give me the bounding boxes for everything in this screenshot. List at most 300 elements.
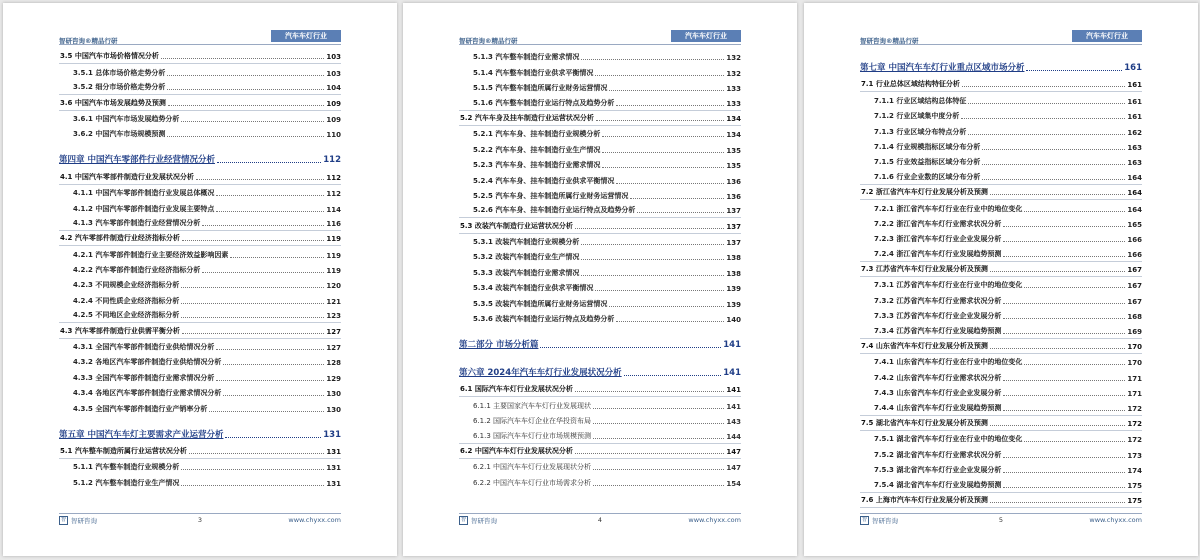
toc-entry[interactable] (860, 185, 1142, 200)
toc-entry[interactable] (860, 400, 1142, 415)
toc-entry[interactable] (459, 49, 741, 64)
toc-leader-dots (202, 225, 324, 226)
toc-entry-page: 167 (1127, 297, 1142, 306)
toc-leader-dots (982, 149, 1125, 150)
toc-entry[interactable] (860, 292, 1142, 307)
toc-entry-page: 131 (323, 429, 341, 440)
toc-entry-page: 103 (326, 69, 341, 78)
toc-entry[interactable] (860, 277, 1142, 292)
toc-entry[interactable] (459, 413, 741, 428)
toc-entry[interactable] (59, 95, 341, 110)
toc-entry-title: 7.3.2 江苏省汽车车灯行业需求状况分析 (874, 296, 1002, 305)
toc-entry[interactable] (59, 185, 341, 200)
toc-leader-dots (990, 348, 1126, 349)
toc-entry-title: 6.2.2 中国汽车车灯行业市场需求分析 (473, 478, 592, 487)
toc-leader-dots (581, 275, 724, 276)
toc-entry[interactable] (860, 354, 1142, 369)
toc-entry[interactable] (860, 123, 1142, 138)
toc-entry[interactable] (59, 49, 341, 64)
toc-entry-page: 131 (326, 479, 341, 488)
toc-entry[interactable] (459, 218, 741, 233)
toc-leader-dots (1003, 472, 1125, 473)
toc-entry[interactable] (860, 154, 1142, 169)
toc-entry-page: 134 (726, 114, 741, 123)
toc-entry-page: 170 (1127, 343, 1142, 352)
toc-entry[interactable] (459, 234, 741, 249)
toc-entry[interactable] (459, 157, 741, 172)
toc-leader-dots (581, 244, 724, 245)
toc-entry[interactable] (860, 385, 1142, 400)
toc-entry-page: 163 (1127, 159, 1142, 168)
toc-entry[interactable] (59, 126, 341, 141)
toc-entry[interactable] (459, 188, 741, 203)
toc-entry-title: 7.2.4 浙江省汽车车灯行业发展趋势预测 (874, 249, 1002, 258)
toc-leader-dots (616, 105, 724, 106)
toc-leader-dots (1003, 457, 1125, 458)
toc-entry-page: 147 (726, 447, 741, 456)
toc-entry[interactable] (59, 200, 341, 215)
toc-leader-dots (167, 136, 324, 137)
toc-entry[interactable] (459, 397, 741, 412)
toc-entry[interactable] (59, 308, 341, 323)
toc-entry[interactable] (860, 493, 1142, 508)
toc-leader-dots (982, 179, 1125, 180)
toc-entry[interactable] (860, 339, 1142, 354)
toc-entry[interactable] (59, 385, 341, 400)
toc-entry[interactable] (59, 262, 341, 277)
toc-entry-page: 131 (326, 447, 341, 456)
toc-leader-dots (609, 306, 724, 307)
toc-leader-dots (990, 502, 1126, 503)
toc-leader-dots (230, 257, 324, 258)
toc-leader-dots (575, 391, 725, 392)
toc-entry[interactable] (860, 92, 1142, 107)
toc-entry[interactable] (59, 474, 341, 489)
toc-leader-dots (181, 121, 324, 122)
toc-entry-page: 119 (326, 267, 341, 276)
toc-chapter-entry[interactable] (59, 416, 341, 444)
toc-entry-page: 132 (726, 69, 741, 78)
header-divider (860, 44, 1142, 45)
toc-leader-dots (216, 380, 324, 381)
toc-entry-title: 4.1 中国汽车零部件制造行业发展状况分析 (60, 172, 194, 181)
toc-entry[interactable] (860, 416, 1142, 431)
toc-leader-dots (961, 118, 1125, 119)
toc-leader-dots (1003, 410, 1125, 411)
toc-entry[interactable] (59, 292, 341, 307)
toc-entry-title: 4.2.3 不同规模企业经济指标分析 (73, 281, 180, 290)
toc-entry[interactable] (459, 280, 741, 295)
toc-entry[interactable] (459, 459, 741, 474)
toc-entry[interactable] (459, 111, 741, 126)
toc-entry-page: 112 (326, 173, 341, 182)
toc-entry[interactable] (59, 277, 341, 292)
toc-entry-page: 167 (1127, 266, 1142, 275)
header-brand: 智研咨询®精品行研 (59, 37, 118, 45)
toc-chapter-entry[interactable] (59, 141, 341, 169)
toc-leader-dots (1003, 333, 1125, 334)
brand-logo-icon: 智 (460, 517, 466, 523)
toc-entry[interactable] (59, 444, 341, 459)
toc-entry[interactable] (59, 400, 341, 415)
toc-entry-page: 175 (1127, 481, 1142, 490)
toc-entry-title: 5.3.1 改装汽车制造行业规模分析 (473, 238, 580, 247)
toc-entry-page: 162 (1127, 128, 1142, 137)
toc-entry-page: 130 (326, 390, 341, 399)
toc-entry[interactable] (59, 246, 341, 261)
toc-entry-title: 7.2.2 浙江省汽车车灯行业需求状况分析 (874, 219, 1002, 228)
toc-entry[interactable] (459, 382, 741, 397)
toc-leader-dots (637, 212, 724, 213)
toc-entry-title: 5.3 改装汽车制造行业运营状况分析 (460, 221, 573, 230)
toc-entry-title: 5.1 汽车整车制造所属行业运营状况分析 (60, 446, 187, 455)
toc-entry-title: 7.1.1 行业区域结构总体特征 (874, 96, 967, 105)
toc-entry-title: 3.5.1 总体市场价格走势分析 (73, 68, 166, 77)
toc-leader-dots (593, 423, 724, 424)
toc-entry-page: 172 (1127, 436, 1142, 445)
toc-leader-dots (182, 333, 325, 334)
toc-entry-title: 4.1.2 中国汽车零部件制造行业发展主要特点 (73, 204, 215, 213)
toc-entry-title: 5.2.1 汽车车身、挂车制造行业规模分析 (473, 130, 601, 139)
toc-entry-page: 166 (1127, 250, 1142, 259)
toc-entry-page: 172 (1127, 404, 1142, 413)
toc-entry-title: 4.2.1 汽车零部件制造行业主要经济效益影响因素 (73, 250, 229, 259)
page-number: 4 (597, 516, 603, 524)
toc-entry-page: 112 (323, 155, 341, 166)
header-brand: 智研咨询®精品行研 (860, 37, 919, 45)
toc-leader-dots (1003, 395, 1125, 396)
toc-leader-dots (616, 183, 724, 184)
toc-leader-dots (161, 58, 325, 59)
toc-entry[interactable] (59, 169, 341, 184)
toc-entry-title: 4.3.4 各地区汽车零部件制造行业需求情况分析 (73, 389, 222, 398)
toc-entry-title: 4.3.1 全国汽车零部件制造行业供给情况分析 (73, 343, 215, 352)
toc-entry-page: 161 (1127, 113, 1142, 122)
toc-entry[interactable] (459, 95, 741, 110)
toc-leader-dots (593, 485, 724, 486)
toc-entry[interactable] (860, 231, 1142, 246)
document-page-1 (3, 3, 397, 556)
toc-entry[interactable] (860, 308, 1142, 323)
toc-entry[interactable] (860, 77, 1142, 92)
toc-entry-page: 103 (326, 53, 341, 62)
header-industry-tab: 汽车车灯行业 (671, 30, 741, 42)
toc-leader-dots (630, 198, 724, 199)
toc-entry-page: 135 (726, 162, 741, 171)
toc-chapter-entry[interactable] (459, 354, 741, 382)
toc-leader-dots (1026, 70, 1122, 71)
toc-leader-dots (962, 86, 1126, 87)
toc-entry-page: 147 (726, 464, 741, 473)
toc-chapter-entry[interactable] (459, 326, 741, 354)
toc-leader-dots (223, 364, 324, 365)
toc-entry-page: 171 (1127, 390, 1142, 399)
toc-entry-page: 121 (326, 297, 341, 306)
footer-site: www.chyxx.com (1089, 516, 1142, 524)
toc-entry-title: 5.2.5 汽车车身、挂车制造所属行业财务运营情况 (473, 191, 629, 200)
toc-leader-dots (1024, 211, 1125, 212)
toc-leader-dots (202, 272, 324, 273)
toc-entry-page: 143 (726, 418, 741, 427)
toc-entry-page: 161 (1127, 97, 1142, 106)
toc-leader-dots (968, 134, 1125, 135)
toc-entry[interactable] (459, 64, 741, 79)
toc-entry-title: 第二部分 市场分析篇 (459, 340, 539, 351)
toc-leader-dots (990, 425, 1126, 426)
toc-entry[interactable] (459, 172, 741, 187)
toc-entry-title: 5.3.5 改装汽车制造所属行业财务运营情况 (473, 299, 608, 308)
toc-entry-page: 109 (326, 99, 341, 108)
toc-entry-page: 139 (726, 285, 741, 294)
toc-entry-title: 4.3.2 各地区汽车零部件制造行业供给情况分析 (73, 358, 222, 367)
toc-entry-page: 170 (1127, 359, 1142, 368)
toc-entry-title: 5.2.2 汽车车身、挂车制造行业生产情况 (473, 145, 601, 154)
toc-entry-title: 6.1 国际汽车车灯行业发展状况分析 (460, 385, 573, 394)
toc-entry-title: 7.4.4 山东省汽车车灯行业发展趋势预测 (874, 403, 1002, 412)
toc-entry-title: 5.1.4 汽车整车制造行业供求平衡情况 (473, 68, 594, 77)
toc-entry-title: 4.2.2 汽车零部件制造行业经济指标分析 (73, 266, 201, 275)
toc-entry[interactable] (860, 139, 1142, 154)
toc-entry-title: 5.1.2 汽车整车制造行业生产情况 (73, 478, 180, 487)
toc-entry-title: 6.1.2 国际汽车车灯企业在华投资布局 (473, 417, 592, 426)
toc-leader-dots (217, 162, 321, 163)
toc-entry[interactable] (59, 459, 341, 474)
toc-leader-dots (1003, 241, 1125, 242)
toc-entry[interactable] (860, 477, 1142, 492)
toc-leader-dots (1003, 226, 1125, 227)
toc-entry-page: 141 (726, 402, 741, 411)
footer-divider (59, 513, 341, 514)
toc-entry-title: 7.2.1 浙江省汽车车灯行业在行业中的地位变化 (874, 204, 1023, 213)
footer-site: www.chyxx.com (288, 516, 341, 524)
toc-entry[interactable] (860, 246, 1142, 261)
header-brand: 智研咨询®精品行研 (459, 37, 518, 45)
toc-leader-dots (209, 411, 324, 412)
document-page-2 (403, 3, 797, 556)
toc-entry-page: 136 (726, 177, 741, 186)
toc-leader-dots (624, 375, 722, 376)
toc-entry-title: 7.1.5 行业效益指标区域分布分析 (874, 158, 981, 167)
toc-entry-title: 4.3.3 全国汽车零部件制造行业需求情况分析 (73, 373, 215, 382)
toc-entry-page: 133 (726, 99, 741, 108)
toc-entry-title: 7.4.2 山东省汽车车灯行业需求状况分析 (874, 373, 1002, 382)
toc-leader-dots (593, 469, 724, 470)
toc-entry-page: 109 (326, 115, 341, 124)
toc-entry-title: 7.4.1 山东省汽车车灯行业在行业中的地位变化 (874, 358, 1023, 367)
toc-entry-page: 139 (726, 300, 741, 309)
toc-entry[interactable] (459, 474, 741, 489)
brand-logo-icon: 智 (60, 517, 66, 523)
toc-entry-page: 164 (1127, 205, 1142, 214)
toc-entry[interactable] (459, 203, 741, 218)
page-number: 3 (197, 516, 203, 524)
toc-leader-dots (182, 240, 325, 241)
toc-entry-page: 104 (326, 84, 341, 93)
toc-entry[interactable] (459, 264, 741, 279)
toc-entry-title: 5.3.3 改装汽车制造行业需求情况 (473, 268, 580, 277)
toc-entry[interactable] (59, 369, 341, 384)
toc-entry[interactable] (860, 262, 1142, 277)
toc-entry-page: 173 (1127, 451, 1142, 460)
toc-entry-title: 7.1 行业总体区域结构特征分析 (861, 80, 960, 89)
toc-entry[interactable] (59, 111, 341, 126)
toc-leader-dots (968, 103, 1125, 104)
toc-entry[interactable] (59, 216, 341, 231)
toc-entry-page: 129 (326, 374, 341, 383)
toc-entry-title: 6.1.1 主要国家汽车车灯行业发展现状 (473, 401, 592, 410)
toc-entry[interactable] (860, 446, 1142, 461)
toc-leader-dots (982, 164, 1125, 165)
toc-entry-title: 4.2.5 不同地区企业经济指标分析 (73, 311, 180, 320)
toc-entry-title: 7.5.2 湖北省汽车车灯行业需求状况分析 (874, 450, 1002, 459)
toc-entry-page: 119 (326, 235, 341, 244)
footer-divider (459, 513, 741, 514)
toc-entry-page: 161 (1127, 81, 1142, 90)
toc-entry[interactable] (860, 369, 1142, 384)
toc-entry-page: 167 (1127, 282, 1142, 291)
toc-entry[interactable] (860, 108, 1142, 123)
toc-leader-dots (990, 194, 1126, 195)
table-of-contents (860, 49, 1142, 508)
toc-leader-dots (602, 152, 724, 153)
toc-chapter-entry[interactable] (860, 49, 1142, 77)
toc-entry-title: 5.2.3 汽车车身、挂车制造行业需求情况 (473, 161, 601, 170)
toc-entry-page: 174 (1127, 467, 1142, 476)
toc-leader-dots (596, 120, 725, 121)
toc-entry-page: 138 (726, 269, 741, 278)
toc-entry[interactable] (860, 431, 1142, 446)
toc-leader-dots (167, 75, 324, 76)
toc-entry-title: 7.6 上海市汽车车灯行业发展分析及预测 (861, 495, 988, 504)
toc-entry[interactable] (860, 216, 1142, 231)
toc-entry-page: 112 (326, 190, 341, 199)
toc-leader-dots (216, 195, 324, 196)
toc-leader-dots (225, 437, 321, 438)
toc-entry-title: 7.1.4 行业规模指标区域分布分析 (874, 142, 981, 151)
toc-entry-page: 172 (1127, 419, 1142, 428)
toc-leader-dots (602, 167, 724, 168)
toc-entry-title: 7.4.3 山东省汽车车灯行业企业发展分析 (874, 389, 1002, 398)
toc-entry-title: 第七章 中国汽车车灯行业重点区域市场分析 (860, 63, 1025, 73)
toc-leader-dots (1024, 364, 1125, 365)
toc-entry-title: 5.2 汽车车身及挂车制造行业运营状况分析 (460, 113, 594, 122)
toc-leader-dots (167, 89, 324, 90)
toc-entry-title: 4.3.5 全国汽车零部件制造行业产销率分析 (73, 404, 208, 413)
toc-entry[interactable] (459, 141, 741, 156)
toc-leader-dots (593, 408, 724, 409)
toc-entry[interactable] (59, 231, 341, 246)
toc-entry[interactable] (459, 295, 741, 310)
toc-leader-dots (616, 321, 724, 322)
toc-entry-title: 3.6.1 中国汽车市场发展趋势分析 (73, 114, 180, 123)
toc-entry-page: 164 (1127, 189, 1142, 198)
toc-leader-dots (1003, 380, 1125, 381)
table-of-contents (59, 49, 341, 490)
toc-entry[interactable] (860, 169, 1142, 184)
toc-entry[interactable] (459, 126, 741, 141)
toc-entry-title: 4.2 汽车零部件制造行业经济指标分析 (60, 234, 180, 243)
toc-leader-dots (540, 347, 721, 348)
toc-leader-dots (609, 90, 724, 91)
toc-entry-page: 166 (1127, 236, 1142, 245)
toc-leader-dots (168, 105, 325, 106)
footer-brand-text: 智研咨询 (872, 517, 898, 525)
toc-leader-dots (602, 136, 724, 137)
toc-entry-title: 3.6.2 中国汽车市场规模预测 (73, 130, 166, 139)
toc-entry-page: 135 (726, 146, 741, 155)
toc-entry-page: 137 (726, 222, 741, 231)
toc-entry[interactable] (59, 323, 341, 338)
toc-entry-title: 7.2 浙江省汽车车灯行业发展分析及预测 (861, 188, 988, 197)
toc-entry[interactable] (459, 444, 741, 459)
toc-leader-dots (581, 59, 724, 60)
toc-leader-dots (216, 211, 324, 212)
toc-leader-dots (575, 228, 725, 229)
toc-entry[interactable] (860, 323, 1142, 338)
toc-entry-page: 140 (726, 316, 741, 325)
footer-brand-text: 智研咨询 (71, 517, 97, 525)
toc-entry-title: 5.3.6 改装汽车制造行业运行特点及趋势分析 (473, 315, 615, 324)
toc-entry-title: 7.1.3 行业区域分布特点分析 (874, 127, 967, 136)
toc-leader-dots (181, 469, 324, 470)
toc-entry-title: 7.5.1 湖北省汽车车灯行业在行业中的地位变化 (874, 435, 1023, 444)
toc-entry-page: 137 (726, 207, 741, 216)
toc-leader-dots (1003, 487, 1125, 488)
toc-entry-title: 5.2.4 汽车车身、挂车制造行业供求平衡情况 (473, 176, 615, 185)
toc-leader-dots (216, 349, 324, 350)
toc-entry-page: 127 (326, 327, 341, 336)
toc-entry[interactable] (59, 339, 341, 354)
toc-entry-title: 第四章 中国汽车零部件行业经营情况分析 (59, 155, 215, 166)
toc-entry-page: 161 (1124, 63, 1142, 73)
document-page-3 (804, 3, 1198, 556)
toc-entry[interactable] (860, 200, 1142, 215)
toc-entry[interactable] (459, 428, 741, 443)
toc-entry-title: 3.5.2 细分市场价格走势分析 (73, 83, 166, 92)
toc-entry-page: 110 (326, 131, 341, 140)
toc-entry[interactable] (59, 80, 341, 95)
header-divider (459, 44, 741, 45)
toc-entry-page: 114 (326, 205, 341, 214)
toc-entry-page: 119 (326, 251, 341, 260)
toc-entry[interactable] (459, 249, 741, 264)
toc-entry-page: 144 (726, 432, 741, 441)
toc-entry[interactable] (459, 311, 741, 326)
toc-entry-page: 171 (1127, 374, 1142, 383)
footer-brand-text: 智研咨询 (471, 517, 497, 525)
header-industry-tab: 汽车车灯行业 (271, 30, 341, 42)
toc-entry-title: 4.2.4 不同性质企业经济指标分析 (73, 296, 180, 305)
toc-entry-title: 7.3.1 江苏省汽车车灯行业在行业中的地位变化 (874, 281, 1023, 290)
toc-entry-title: 3.5 中国汽车市场价格情况分析 (60, 52, 159, 61)
toc-entry-page: 164 (1127, 173, 1142, 182)
toc-entry[interactable] (860, 462, 1142, 477)
toc-entry-title: 7.1.2 行业区域集中度分析 (874, 112, 960, 121)
toc-entry[interactable] (459, 80, 741, 95)
toc-entry-page: 141 (723, 368, 741, 379)
header-industry-tab: 汽车车灯行业 (1072, 30, 1142, 42)
table-of-contents (459, 49, 741, 490)
page-number: 5 (998, 516, 1004, 524)
toc-entry-page: 165 (1127, 220, 1142, 229)
toc-leader-dots (575, 453, 725, 454)
toc-entry-title: 5.2.6 汽车车身、挂车制造行业运行特点及趋势分析 (473, 206, 636, 215)
toc-entry-title: 6.2 中国汽车车灯行业发展状况分析 (460, 446, 573, 455)
toc-entry-title: 7.5 湖北省汽车车灯行业发展分析及预测 (861, 418, 988, 427)
toc-entry[interactable] (59, 64, 341, 79)
toc-entry[interactable] (59, 354, 341, 369)
toc-leader-dots (181, 287, 324, 288)
